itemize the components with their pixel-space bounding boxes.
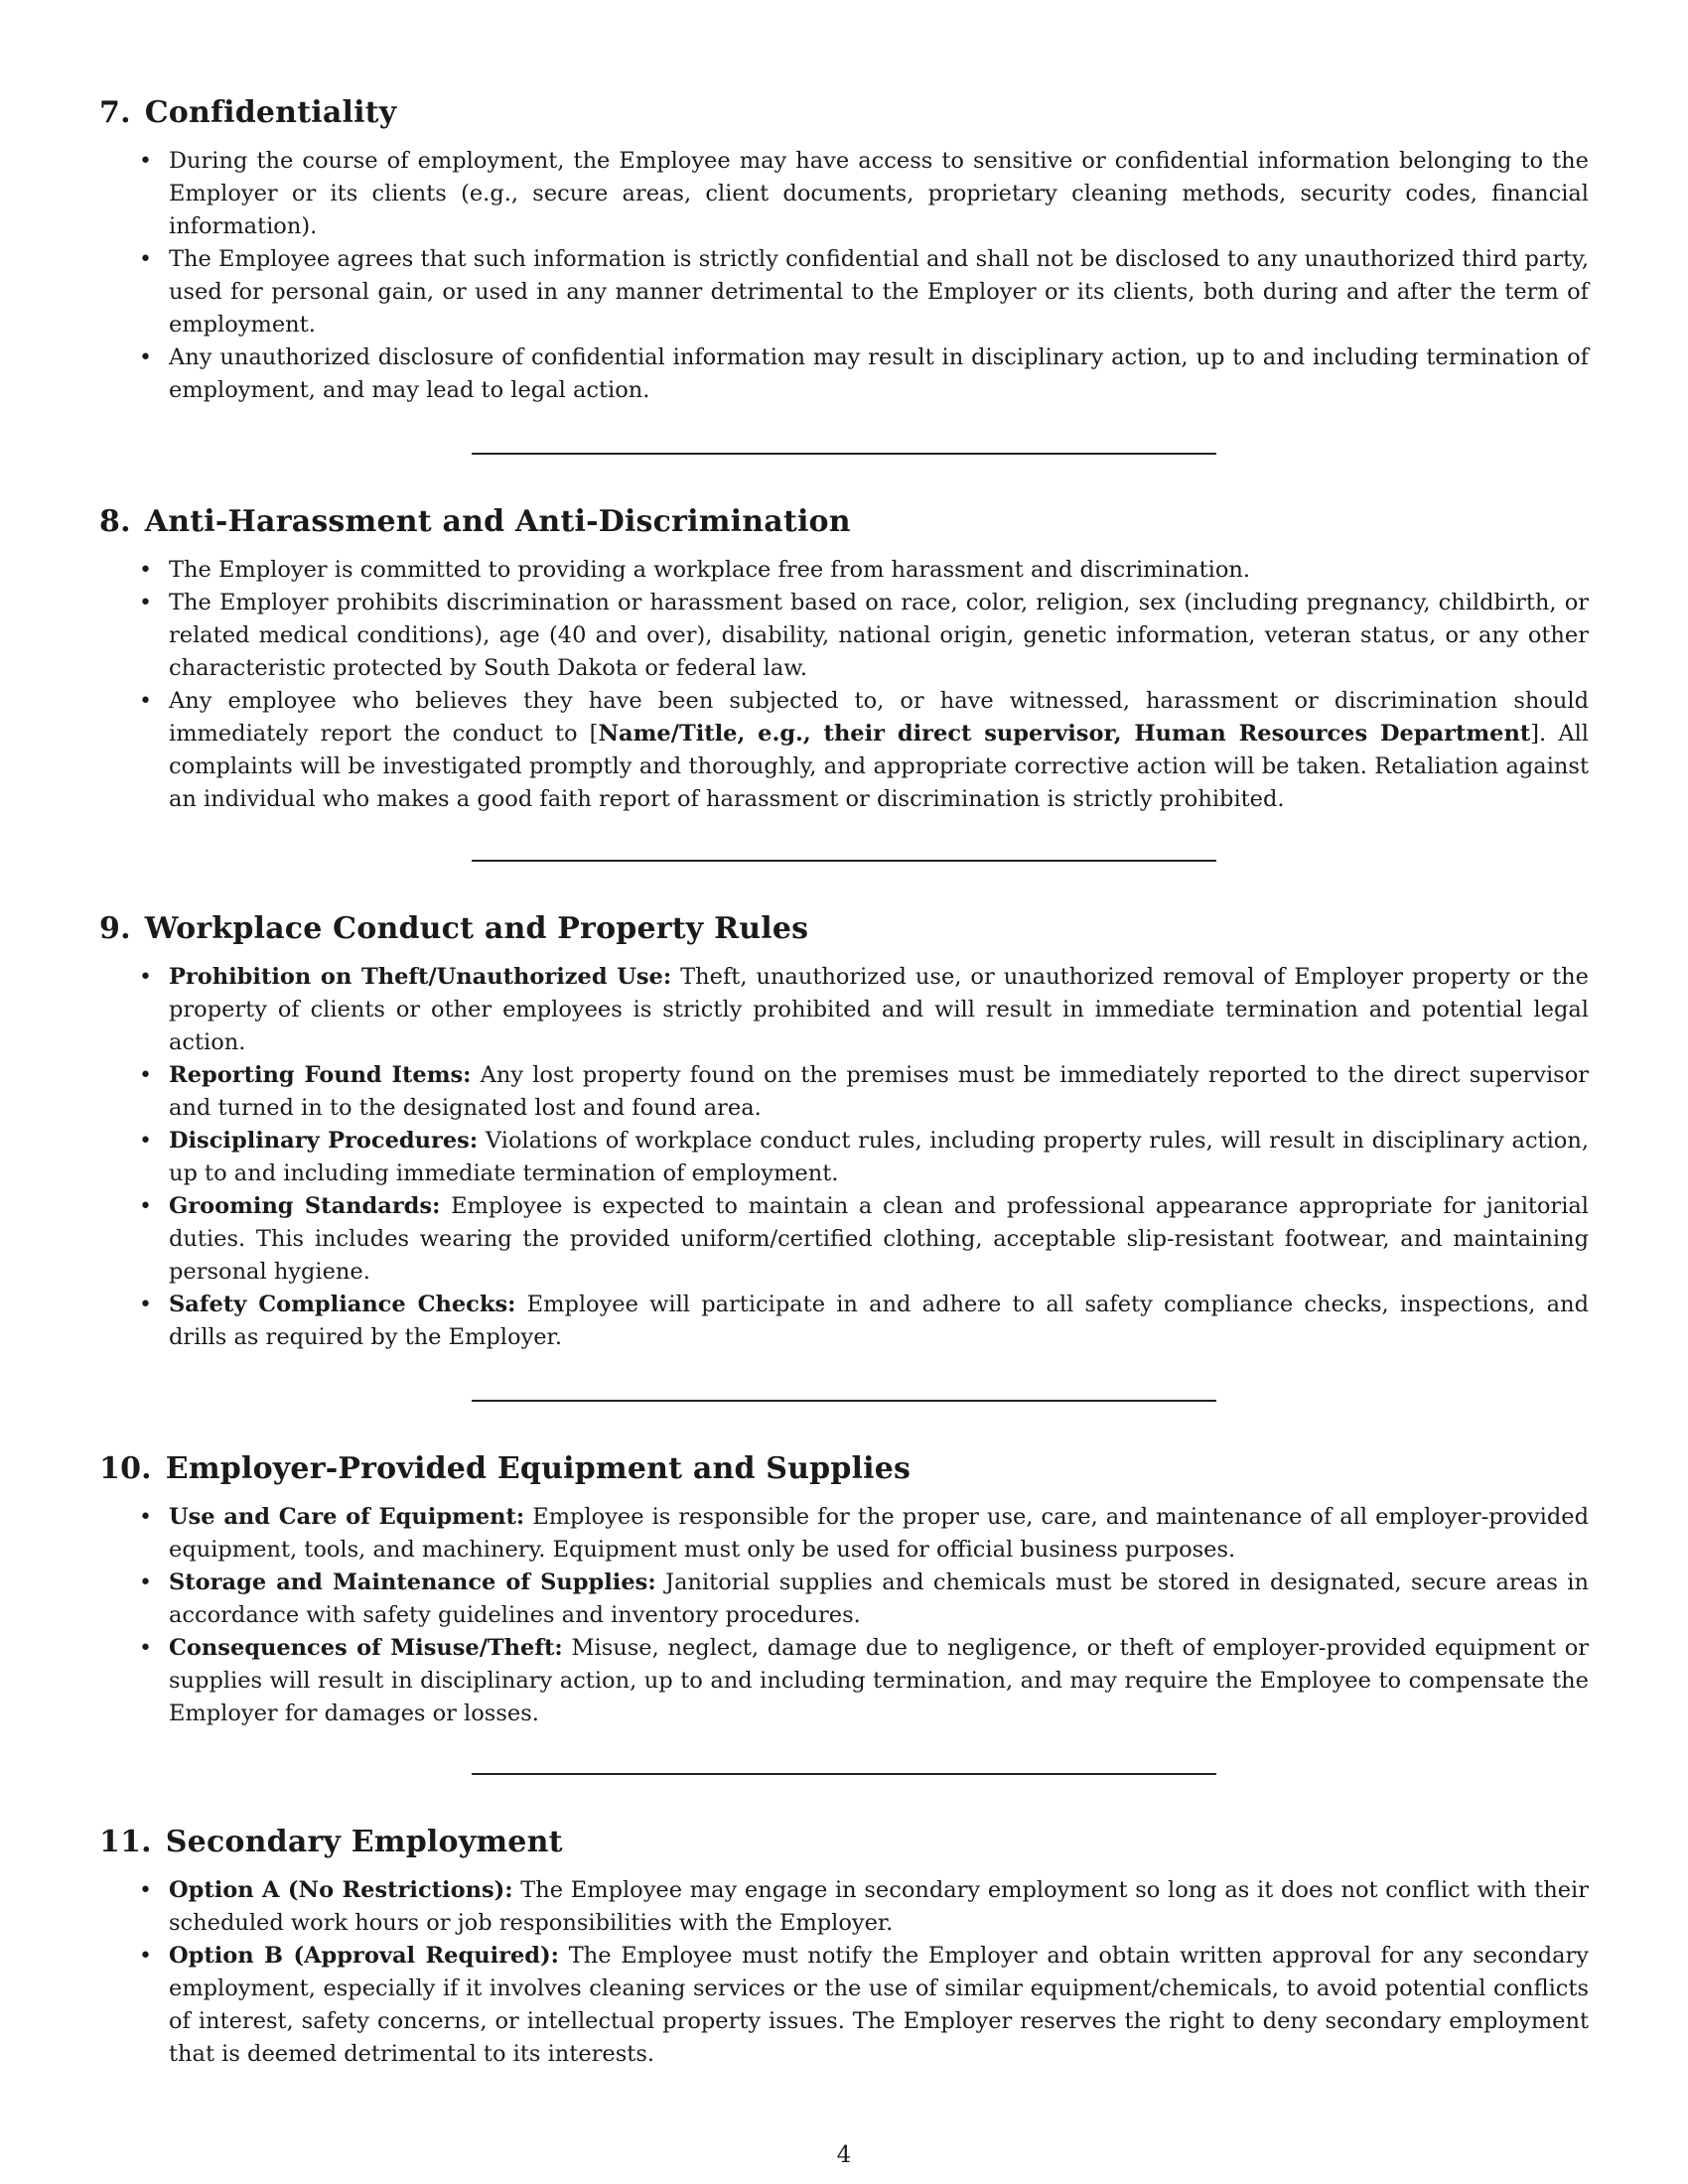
bullet-list	[99, 1874, 1589, 2071]
list-item: • The Employer prohibits discrimination or harassment based on race, color, religion, sex (including pregnancy, childbirth, or related medical conditions), age (40 and over), disability, national origin, genetic information, veteran status, or any other characteristic protected by South Dakota or federal law.	[169, 587, 1589, 685]
section-heading: 9. Workplace Conduct and Property Rules	[99, 911, 809, 946]
section-divider	[472, 1400, 1216, 1402]
list-item: • Safety Compliance Checks: Employee will participate in and adhere to all safety compliance checks, inspections, and drills as required by the Employer.	[169, 1289, 1589, 1354]
list-item: • During the course of employment, the Employee may have access to sensitive or confidential information belonging to the Employer or its clients (e.g., secure areas, client documents, proprietary cleaning methods, security codes, financial information).	[169, 145, 1589, 243]
list-item: • Grooming Standards: Employee is expected to maintain a clean and professional appearance appropriate for janitorial duties. This includes wearing the provided uniform/certified clothing, acceptable slip-resistant footwear, and maintaining personal hygiene.	[169, 1190, 1589, 1289]
page-number: 4	[836, 2142, 852, 2168]
section-heading: 8. Anti-Harassment and Anti-Discrimination	[99, 504, 851, 539]
list-item: • Consequences of Misuse/Theft: Misuse, neglect, damage due to negligence, or theft of employer-provided equipment or supplies will result in disciplinary action, up to and including termination, and may require the Employee to compensate the Employer for damages or losses.	[169, 1632, 1589, 1730]
section-anti-harassment	[99, 504, 1589, 816]
list-item: • Any employee who believes they have been subjected to, or have witnessed, harassment or discrimination should immediately report the conduct to [Name/Title, e.g., their direct supervisor, Human Resources Department]. All complaints will be investigated promptly and thoroughly, and appropriate corrective action will be taken. Retaliation against an individual who makes a good faith report of harassment or discrimination is strictly prohibited.	[169, 685, 1589, 816]
section-confidentiality	[99, 95, 1589, 407]
list-item: • Disciplinary Procedures: Violations of workplace conduct rules, including property rules, will result in disciplinary action, up to and including immediate termination of employment.	[169, 1125, 1589, 1190]
list-item: • The Employee agrees that such information is strictly confidential and shall not be disclosed to any unauthorized third party, used for personal gain, or used in any manner detrimental to the Employer or its clients, both during and after the term of employment.	[169, 243, 1589, 341]
list-item: • The Employer is committed to providing a workplace free from harassment and discrimination.	[169, 554, 1589, 587]
list-item: • Any unauthorized disclosure of confidential information may result in disciplinary action, up to and including termination of employment, and may lead to legal action.	[169, 341, 1589, 407]
list-item: • Reporting Found Items: Any lost property found on the premises must be immediately reported to the direct supervisor and turned in to the designated lost and found area.	[169, 1059, 1589, 1125]
bullet-list	[99, 961, 1589, 1354]
bullet-list	[99, 145, 1589, 407]
bullet-list	[99, 554, 1589, 816]
section-heading: 11. Secondary Employment	[99, 1825, 563, 1859]
section-heading: 10. Employer-Provided Equipment and Supplies	[99, 1451, 912, 1486]
list-item: • Option A (No Restrictions): The Employee may engage in secondary employment so long as it does not conflict with their scheduled work hours or job responsibilities with the Employer.	[169, 1874, 1589, 1940]
section-heading: 7. Confidentiality	[99, 95, 397, 130]
bullet-list	[99, 1501, 1589, 1730]
list-item: • Option B (Approval Required): The Employee must notify the Employer and obtain written approval for any secondary employment, especially if it involves cleaning services or the use of similar equipment/chemicals, to avoid potential conflicts of interest, safety concerns, or intellectual property issues. The Employer reserves the right to deny secondary employment that is deemed detrimental to its interests.	[169, 1940, 1589, 2071]
section-secondary-employment	[99, 1825, 1589, 2071]
section-divider	[472, 860, 1216, 862]
section-divider	[472, 1773, 1216, 1775]
list-item: • Prohibition on Theft/Unauthorized Use: Theft, unauthorized use, or unauthorized removal of Employer property or the property of clients or other employees is strictly prohibited and will result in immediate termination and potential legal action.	[169, 961, 1589, 1059]
list-item: • Storage and Maintenance of Supplies: Janitorial supplies and chemicals must be stored in designated, secure areas in accordance with safety guidelines and inventory procedures.	[169, 1567, 1589, 1632]
section-workplace-conduct	[99, 911, 1589, 1354]
section-divider	[472, 453, 1216, 455]
list-item: • Use and Care of Equipment: Employee is responsible for the proper use, care, and maintenance of all employer-provided equipment, tools, and machinery. Equipment must only be used for official business purposes.	[169, 1501, 1589, 1567]
section-equipment-supplies	[99, 1451, 1589, 1730]
